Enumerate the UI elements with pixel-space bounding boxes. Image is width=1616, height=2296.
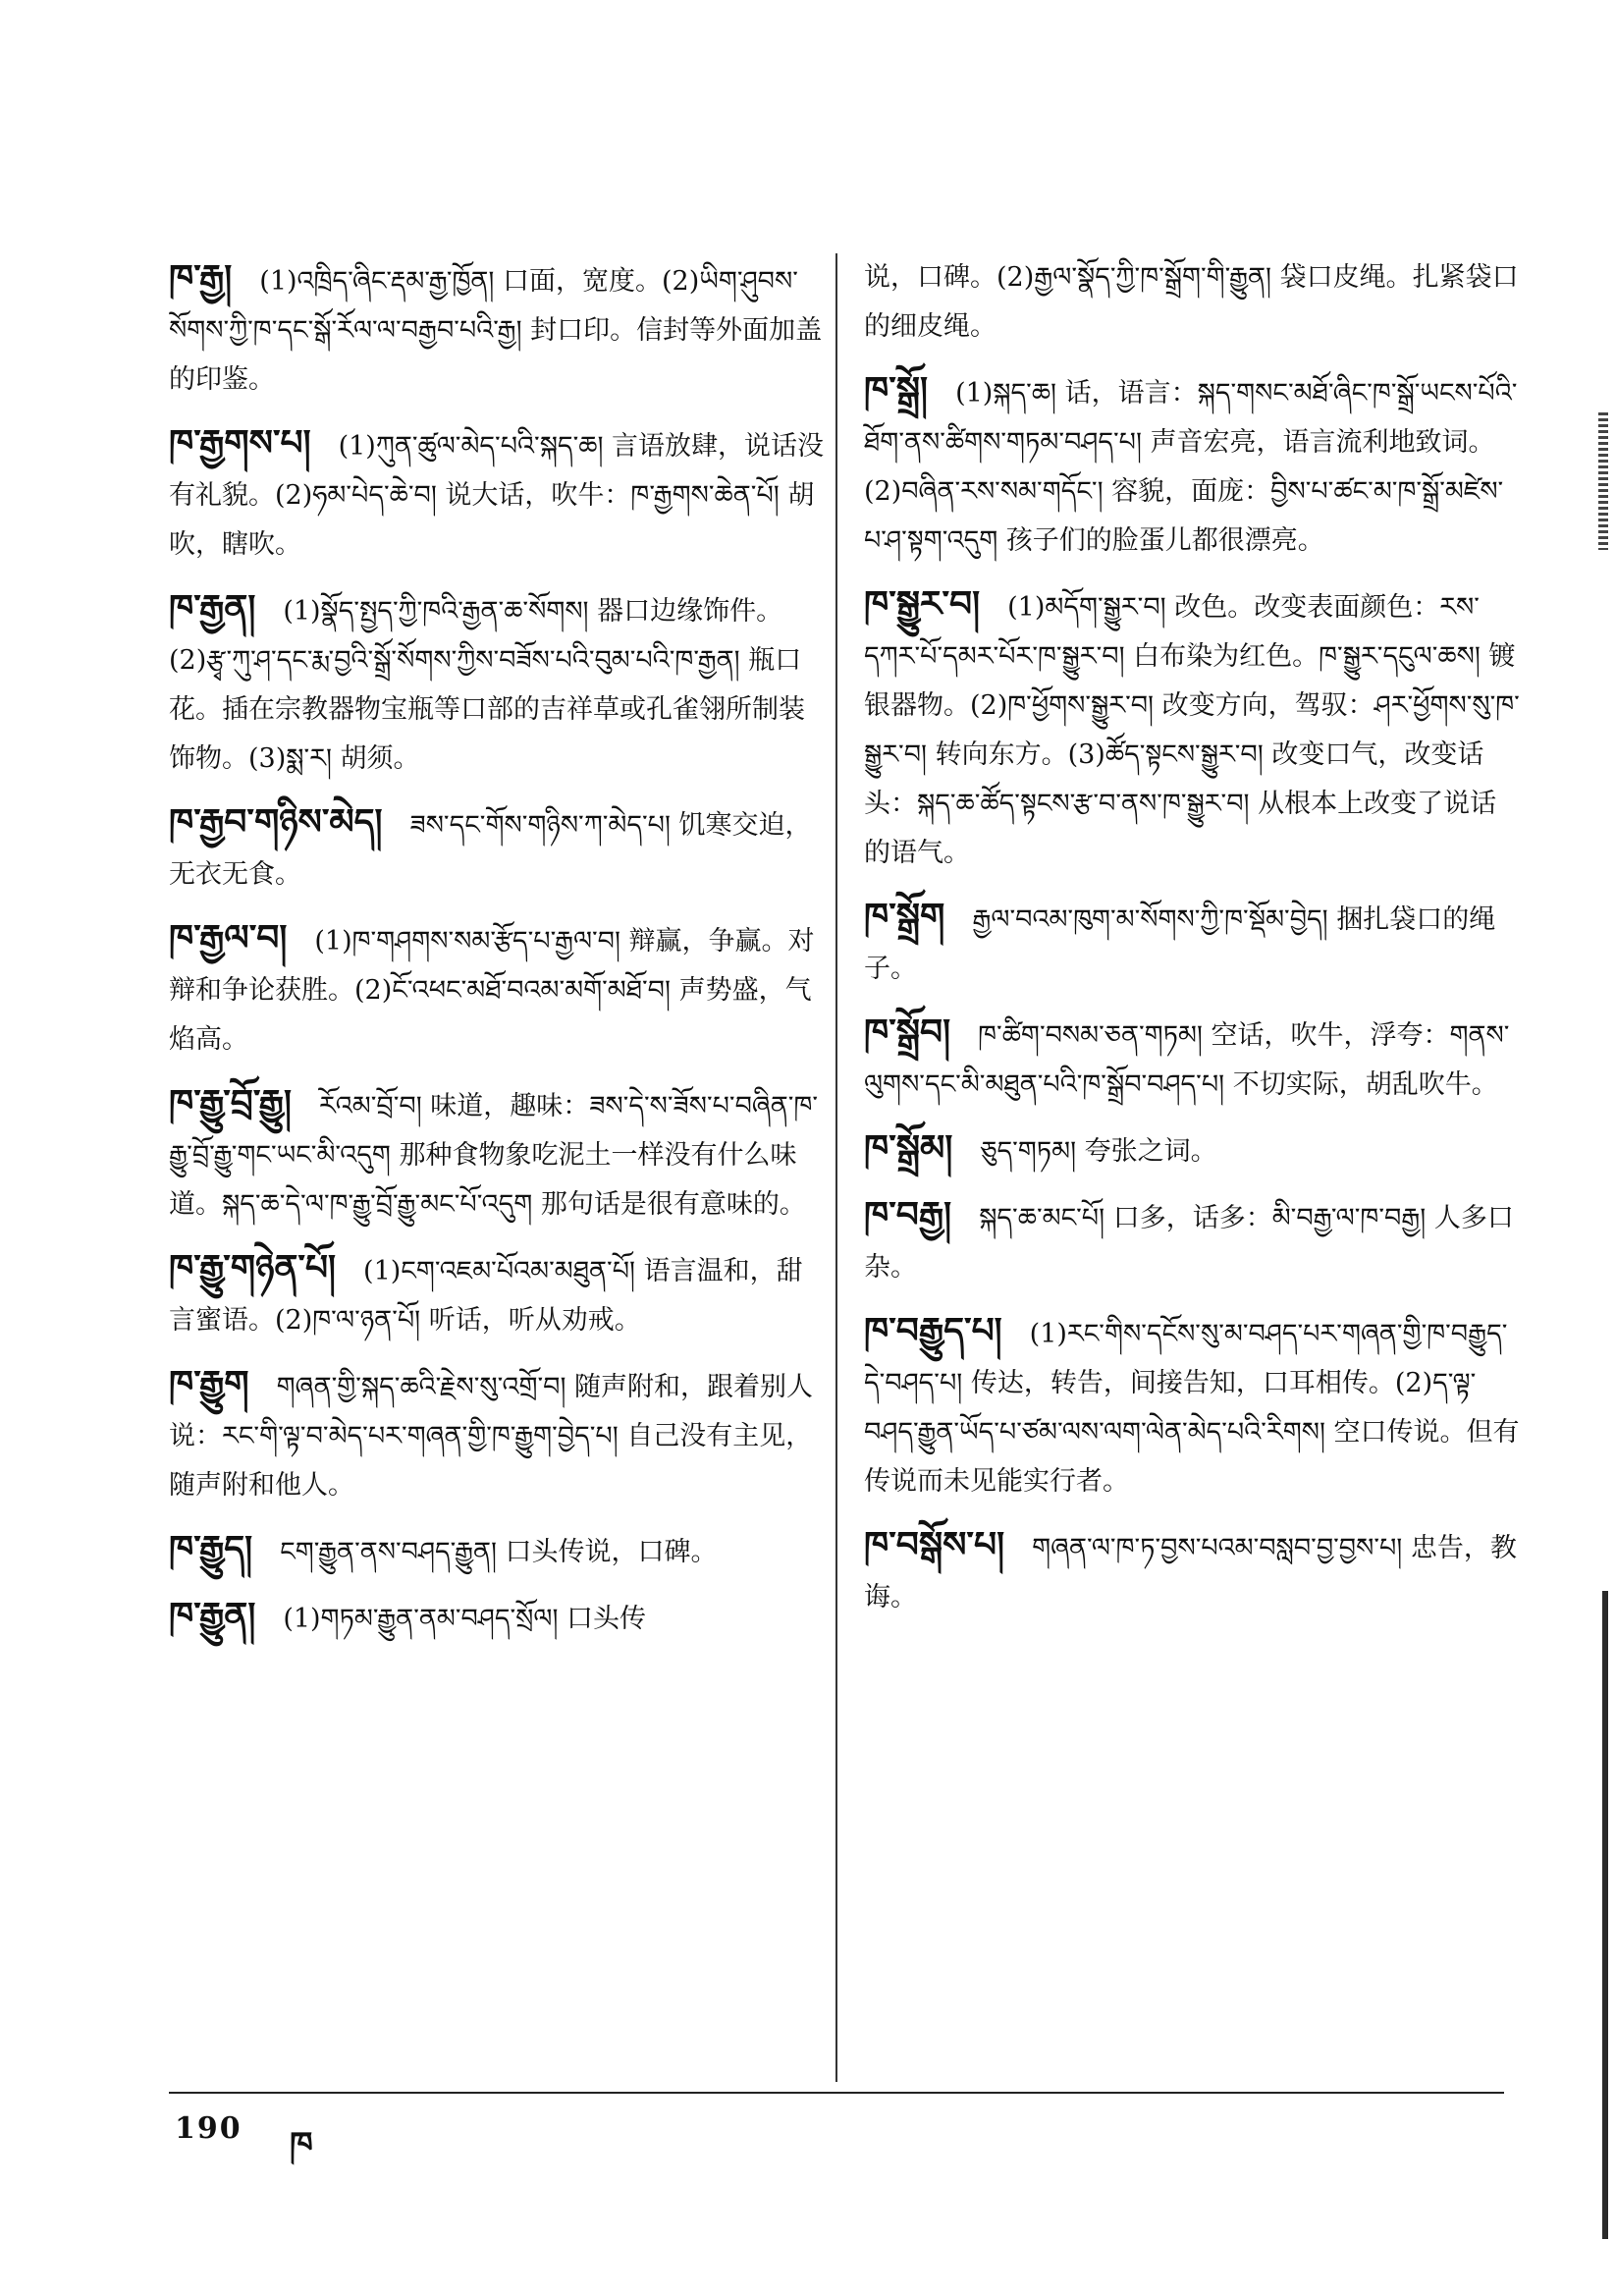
dictionary-entry [169,1359,827,1510]
entry-headword: ཁ་སྒྲོག [864,896,945,937]
entry-definition: (1)ཁ་གཤགས་སམ་རྩོད་པ་རྒྱལ་བ། 辩赢，争赢。对辩和争论获胜。(2)ངོ་འཕང་མཐོ་བའམ་མགོ་མཐོ་བ། 声势盛，气焰高。 [169,926,815,1055]
entry-headword: ཁ་རྒྱུག [169,1363,249,1404]
dictionary-entry [169,1524,827,1577]
dictionary-entry [864,579,1522,878]
entry-definition: ཟས་དང་གོས་གཉིས་ཀ་མེད་པ། 饥寒交迫，无衣无食。 [169,810,812,890]
scan-edge-mark [1602,1591,1608,2239]
entry-headword: ཁ་བརྒྱ། [864,1194,952,1235]
dictionary-entry [169,913,827,1065]
entry-headword: ཁ་རྒྱལ་བ། [169,917,288,958]
entry-headword: ཁ་སྒྲོབ། [864,1011,951,1053]
dictionary-entry [169,1078,827,1230]
dictionary-entry [864,1190,1522,1292]
entry-definition: ཁ་ཚིག་བསམ་ཅན་གཏམ། 空话，吹牛，浮夸：གནས་ལུགས་དང་མི་མཐུན་པའི་ཁ་སྒྲོབ་བཤད་པ། 不切实际，胡乱吹牛。 [864,1020,1510,1100]
entry-definition: ངག་རྒྱུན་ནས་བཤད་རྒྱུན། 口头传说，口碑。 [280,1537,718,1567]
entry-headword: ཁ་བསྒོས་པ། [864,1524,1005,1565]
entry-headword: ཁ་སྒྲོམ། [864,1127,953,1169]
entry-headword: ཁ་སྒྱུར་བ། [864,583,981,625]
dictionary-entry [864,892,1522,994]
dictionary-entry [864,365,1522,566]
dictionary-entry [169,583,827,784]
entry-definition: གཞན་གྱི་སྐད་ཆའི་རྗེས་སུ་འགྲོ་བ། 随声附和，跟着别人说：རང་གི་ལྟ་བ་མེད་པར་གཞན་གྱི་ཁ་རྒྱུག་བྱེད་པ། 自己没有主见，随声附和他人。 [169,1372,814,1501]
dictionary-entry [169,797,827,900]
entry-definition: (1)ངག་འཇམ་པོའམ་མཐུན་པོ། 语言温和，甜言蜜语。(2)ཁ་ལ་ཉན་པོ། 听话，听从劝戒。 [169,1256,803,1336]
entry-definition: (1)གཏམ་རྒྱུན་ནམ་བཤད་སྲོལ། 口头传 [283,1604,647,1634]
dictionary-entry [169,1591,827,1644]
page-number: 190 [175,2111,242,2146]
entry-definition: (1)སྐད་ཆ། 话，语言：སྐད་གསང་མཐོ་ཞིང་ཁ་སྒྲོ་ཡངས་པོའི་ཐོག་ནས་ཚིགས་གཏམ་བཤད་པ། 声音宏亮，语言流利地致词。(2)བཞིན་རས་སམ་གདོང་། 容貌，面庞：བྱིས་པ་ཚང་མ་ཁ་སྒྲོ་མཛེས་པ་ཤ་སྟག་འདུག 孩子们的脸蛋儿都很漂亮。 [864,378,1518,556]
entry-definition: 说，口碑。(2)རྒྱལ་སྣོད་ཀྱི་ཁ་སྒྲོག་གི་རྒྱུན། 袋口皮绳。扎紧袋口的细皮绳。 [864,262,1519,342]
entry-headword: ཁ་སྒྲོ། [864,369,929,410]
dictionary-entry [169,253,827,405]
entry-headword: ཁ་རྒྱགས་པ། [169,422,311,464]
right-column [864,253,1522,1636]
dictionary-entry-continuation [864,253,1522,352]
scan-edge-mark [1598,412,1608,550]
entry-headword: ཁ་རྒྱུད། [169,1528,253,1569]
dictionary-entry [864,1306,1522,1506]
dictionary-entry [169,1243,827,1345]
entry-definition: (1)འཁྲིད་ཞིང་རྡམ་རྒྱ་ཁྱོན། 口面，宽度。(2)ཡིག་ཤུབས་སོགས་ཀྱི་ཁ་དང་སྒོ་རོལ་ལ་བརྒྱབ་པའི་རྒྱ། 封口印。信封等外面加盖的印鉴。 [169,266,823,395]
entry-headword: ཁ་བརྒྱུད་པ། [864,1310,1002,1351]
entry-headword: ཁ་རྒྱ། [169,257,233,299]
entry-definition: ཅུད་གཏམ། 夸张之词。 [980,1136,1217,1167]
entry-headword: ཁ་རྒྱན། [169,587,256,629]
entry-headword: ཁ་རྒྱུ་གཉེན་པོ། [169,1247,337,1288]
dictionary-entry [864,1123,1522,1176]
entry-headword: ཁ་རྒྱུ་བྲོ་རྒྱུ། [169,1082,292,1123]
entry-definition: (1)སྣོད་སྤྱད་ཀྱི་ཁའི་རྒྱན་ཆ་སོགས། 器口边缘饰件。(2)རྩྭ་ཀུ་ཤ་དང་རྨ་བྱའི་སྒྲོ་སོགས་ཀྱིས་བཟོས་པའི་བུམ་པའི་ཁ་རྒྱན། 瓶口花。插在宗教器物宝瓶等口部的吉祥草或孔雀翎所制装饰物。(3)སྨ་ར། 胡须。 [169,596,805,774]
entry-definition: (1)ཀུན་ཚུལ་མེད་པའི་སྐད་ཆ། 言语放肆，说话没有礼貌。(2)ཧམ་པེད་ཆེ་བ། 说大话，吹牛：ཁ་རྒྱགས་ཆེན་པོ། 胡吹，瞎吹。 [169,431,825,560]
running-head: ཁ [290,2125,313,2164]
left-column [169,253,827,1658]
dictionary-entry [864,1008,1522,1110]
entry-headword: ཁ་རྒྱུན། [169,1595,256,1636]
footer-rule [169,2092,1504,2094]
entry-definition: གཞན་ལ་ཁ་ཏ་བྱས་པའམ་བསླབ་བྱ་བྱས་པ། 忠告，教诲。 [864,1533,1517,1613]
dictionary-entry [864,1520,1522,1622]
entry-headword: ཁ་རྒྱབ་གཉིས་མེད། [169,801,383,843]
column-divider [835,253,837,2082]
entry-definition: རྒྱལ་བའམ་ཁུག་མ་སོགས་ཀྱི་ཁ་སྡོམ་བྱེད། 捆扎袋口的绳子。 [864,904,1496,984]
entry-definition: སྐད་ཆ་མང་པོ། 口多，话多：མི་བརྒྱ་ལ་ཁ་བརྒྱ། 人多口杂。 [864,1203,1514,1283]
entry-definition: རོའམ་བྲོ་བ། 味道，趣味：ཟས་དེ་ས་ཟོས་པ་བཞིན་ཁ་རྒྱུ་བྲོ་རྒྱུ་གང་ཡང་མི་འདུག 那种食物象吃泥土一样没有什么味道。སྐད་ཆ་དེ་ལ་ཁ་རྒྱུ་བྲོ་རྒྱུ་མང་པོ་འདུག 那句话是很有意味的。 [169,1091,819,1220]
entry-definition: (1)རང་གིས་དངོས་སུ་མ་བཤད་པར་གཞན་གྱི་ཁ་བརྒྱུད་དེ་བཤད་པ། 传达，转告，间接告知，口耳相传。(2)ད་ལྟ་བཤད་རྒྱུན་ཡོད་པ་ཙམ་ལས་ལག་ལེན་མེད་པའི་རིགས། 空口传说。但有传说而未见能实行者。 [864,1319,1520,1497]
entry-definition: (1)མདོག་སྒྱུར་བ། 改色。改变表面颜色：རས་དཀར་པོ་དམར་པོར་ཁ་སྒྱུར་བ། 白布染为红色。ཁ་སྒྱུར་དངུལ་ཆས། 镀银器物。(2)ཁ་ཕྱོགས་སྒྱུར་བ། 改变方向，驾驭：ཤར་ཕྱོགས་སུ་ཁ་སྒྱུར་བ། 转向东方。(3)ཚོད་སྟངས་སྒྱུར་བ། 改变口气，改变话头：སྐད་ཆ་ཚོད་སྟངས་རྩ་བ་ནས་ཁ་སྒྱུར་བ། 从根本上改变了说话的语气。 [864,592,1520,868]
dictionary-entry [169,418,827,570]
